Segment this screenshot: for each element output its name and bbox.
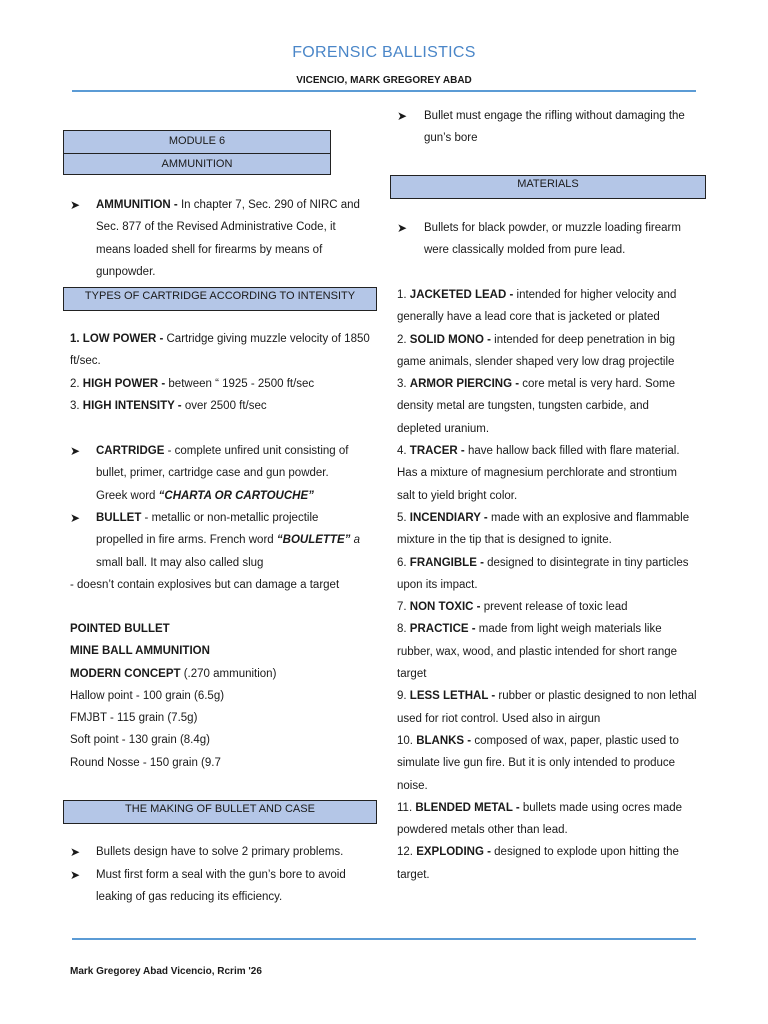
cartridge-definition: CARTRIDGE - complete unfired unit consisting of bullet, primer, cartridge case and gun powder. Greek word “CHARTA OR CARTOUCHE” [96, 445, 349, 502]
list-item: 5. INCENDIARY - made with an explosive and flammable [397, 511, 690, 524]
list-item: 1. JACKETED LEAD - intended for higher velocity and [397, 289, 677, 301]
list-item: Round Nosse - 150 grain (9.7 [70, 756, 221, 769]
types-heading: TYPES OF CARTRIDGE ACCORDING TO INTENSITY [63, 287, 377, 311]
module-box [63, 130, 331, 175]
arrowhead-bullet-icon: ➤ [70, 511, 81, 525]
list-item: 10. BLANKS - composed of wax, paper, plastic used to [397, 734, 679, 747]
list-item: 7. NON TOXIC - prevent release of toxic lead [397, 601, 628, 614]
list-item: 2. HIGH POWER - between “ 1925 - 2500 ft/sec [70, 377, 315, 390]
list-item: 11. BLENDED METAL - bullets made using ocres made [397, 801, 683, 814]
list-item: FMJBT - 115 grain (7.5g) [70, 712, 198, 725]
term-label: AMMUNITION - [96, 199, 178, 211]
list-item: 6. FRANGIBLE - designed to disintegrate in tiny particles [397, 556, 689, 569]
author-name: VICENCIO, MARK GREGOREY ABAD [296, 75, 472, 86]
arrowhead-bullet-icon: ➤ [397, 221, 408, 235]
bullet-definition: BULLET - metallic or non-metallic projectile propelled in fire arms. French word “BOULETTE” a small ball. It may also called slug [96, 512, 360, 569]
materials-heading: MATERIALS [390, 175, 706, 199]
making-point-1: Bullets design have to solve 2 primary problems. [96, 846, 344, 858]
list-item: 12. EXPLODING - designed to explode upon hitting the [397, 846, 679, 859]
list-item: 2. SOLID MONO - intended for deep penetration in big [397, 333, 676, 346]
arrowhead-bullet-icon: ➤ [397, 109, 408, 123]
document-title: FORENSIC BALLISTICS [292, 44, 476, 61]
cartridge-types-list: 1. LOW POWER - Cartridge giving muzzle velocity of 1850 ft/sec. 2. HIGH POWER - between “ 1925 - 2500 ft/sec 3. HIGH INTENSITY - over 2500 ft/sec [70, 328, 380, 417]
header-rule [72, 90, 696, 92]
list-item: 1. LOW POWER - Cartridge giving muzzle velocity of 1850 [70, 333, 370, 345]
arrowhead-bullet-icon: ➤ [70, 444, 81, 458]
module-number: MODULE 6 [64, 131, 330, 154]
bullet-types-list: POINTED BULLET MINE BALL AMMUNITION MODERN CONCEPT (.270 ammunition) Hallow point - 100 grain (6.5g) FMJBT - 115 grain (7.5g) Soft point - 130 grain (8.4g) Round Nosse - 150 grain (9.7 [70, 618, 390, 774]
arrowhead-bullet-icon: ➤ [70, 845, 81, 859]
list-item: Hallow point - 100 grain (6.5g) [70, 689, 225, 702]
list-item: 3. ARMOR PIERCING - core metal is very hard. Some [397, 378, 675, 391]
bullet-note: - doesn’t contain explosives but can damage a target [70, 579, 340, 591]
list-item: 4. TRACER - have hallow back filled with flare material. [397, 445, 680, 458]
making-heading: THE MAKING OF BULLET AND CASE [63, 800, 377, 824]
list-item: Soft point - 130 grain (8.4g) [70, 734, 210, 747]
black-powder-point: Bullets for black powder, or muzzle loading firearm were classically molded from pure lead. [424, 222, 681, 257]
list-item: 9. LESS LETHAL - rubber or plastic designed to non lethal [397, 690, 697, 703]
list-item: 3. HIGH INTENSITY - over 2500 ft/sec [70, 399, 267, 412]
arrowhead-bullet-icon: ➤ [70, 198, 81, 212]
engage-point: Bullet must engage the rifling without damaging the gun’s bore [424, 110, 685, 145]
ammunition-definition: AMMUNITION - In chapter 7, Sec. 290 of NIRC and Sec. 877 of the Revised Administrative Code, it means loaded shell for firearms by means of gunpowder. [96, 199, 360, 278]
footer-rule [72, 938, 696, 940]
making-point-2: Must first form a seal with the gun’s bore to avoid leaking of gas reducing its efficiency. [96, 869, 346, 904]
arrowhead-bullet-icon: ➤ [70, 868, 81, 882]
list-item: 8. PRACTICE - made from light weigh materials like [397, 623, 662, 636]
bullet-materials-list: 1. JACKETED LEAD - intended for higher velocity and generally have a lead core that is jacketed or plated 2. SOLID MONO - intended for deep penetration in big game animals, slender shaped very low drag projectile 3. ARMOR PIERCING - core metal is very hard. Some density metal are tungsten, tungsten carbide, and depleted uranium. 4. TRACER - have hallow back filled with flare material. Has a mixture of magnesium perchlorate and strontium salt to yield bright color. 5. INCENDIARY - made with an explosive and flammable mixture in the tip that is designed to ignite. 6. FRANGIBLE - designed to disintegrate in tiny particles upon its impact. 7. NON TOXIC - prevent release of toxic lead 8. PRACTICE - made from light weigh materials like rubber, wax, wood, and plastic intended for short range target 9. LESS LETHAL - rubber or plastic designed to non lethal used for riot control. Used also in airgun 10. BLANKS - composed of wax, paper, plastic used to simulate live gun fire. But it is only intended to produce noise. 11. BLENDED METAL - bullets made using ocres made powdered metals other than lead. 12. EXPLODING - designed to explode upon hitting the target. [397, 284, 707, 886]
module-topic: AMMUNITION [161, 158, 233, 170]
footer-text: Mark Gregorey Abad Vicencio, Rcrim '26 [70, 966, 262, 977]
